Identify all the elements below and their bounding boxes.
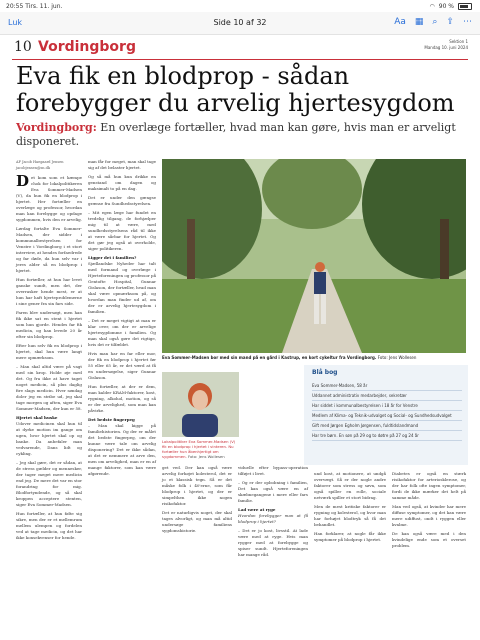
paragraph: – Mit egen læge har fundet en tredelig tilgang, de forhjælper mig til at være, med sundhedsstyrelsens råd til ikke at være sårbar for hjertet. Og det gør jeg også at overholde, siger politikeren. [88, 210, 156, 251]
paragraph: De kan også være med i den kvindelige ende som et overset problem. [392, 531, 466, 548]
headline: Eva fik en blodprop - sådan forebygger du arvelig hjertesygdom [16, 62, 455, 117]
paragraph: Lørdag fortalte Eva Sommer-Madsen, der sidder i kommunalbestyrelsen for Venstre i Vordingborg i et stort interview, at hendes forfaedrede og far døde, da hun selv var i jeres alder så en blodprop i hjertet. [16, 226, 82, 273]
paragraph: – Man skal kigge på familiehistorien. Og der er målet det bedste fingerpeg, om der kunne være tale om arvelig disponering? Det er ikke sådan, at det er nemmere at arve den, men om arvelighed, man er en af mange faktorer, som kan være afgørende. [88, 423, 156, 476]
photo-credit: Foto: Jens Wollesen [377, 355, 417, 360]
wifi-icon: ◠ [429, 3, 435, 10]
fact-item: Uddannet administrativ medarbejder, sekretær [312, 391, 462, 401]
caption-text: Lokalpolitiker Eva Sommer-Madsen (V) fik en blodprop i hjertet i vinteren. Nu fortæller hun åbenhjertigt om sygdommen. [162, 439, 236, 459]
fact-list [312, 381, 462, 441]
paragraph: Hvis man har en far eller mor, der fik en blodprop i hjertet før 55 eller 65 år, er det værd at få en undersøgelse, siger Gunnar Gislason. [88, 351, 156, 380]
crosshead: Hjertet skal huske [16, 415, 58, 420]
article-column-3 [162, 465, 232, 537]
dropcap: D [16, 172, 30, 190]
paragraph: – Det er meget vigtigt at man er klar over, om der er arvelige hjertesygdomme i familien. Og man skal også gøre det rigtige, hvis det er tilfældet. [88, 318, 156, 347]
paragraph: Hun fortæller, at hun har levet ganske sundt, men det, der overrasker hende mest, er at hun har haft hjerteproblemerne i sine gener fra sin fars side. [16, 277, 82, 306]
paragraph: – Jeg skal gøre, det er sådan, at de stress gælder og mennesker, der tager meget mere medicin end jeg. De mere det var en stor forandring for mig. Blodfortyndende, og så skal kroppen acceptere stenten, siger Eva Sommer-Madsen. [16, 460, 82, 507]
paragraph: Diabetes er også en stærk risikofaktor for arteriosklerose, og der har folk ofte ingen symptomer, fordi de ikke mærker det helt på samme måde. [392, 471, 466, 500]
paragraph: Og så må hun kun drikke en genstand om dagen og maksimalt to på en dag. [88, 174, 156, 191]
more-icon[interactable]: ⋯ [463, 17, 472, 27]
paragraph: get ved. Der kan også være arvelig forhøjet kolesterol, det er jo et klassisk tegn. Så er det måske folk i 40'erne, som får blodprop i hjertet, og der er simpelthen ikke nogen risikofaktor. [162, 465, 232, 506]
battery-icon [458, 3, 472, 10]
paragraph: Efter hun selv fik en blodprop i hjertet, skal hun være langt mere opmærksom. [16, 343, 82, 360]
fact-item: Har siddet i kommunalbestyrelsen i 18 år for Venstre [312, 401, 462, 411]
status-bar [0, 0, 480, 12]
subhead-text: En overlæge fortæller, hvad man kan gøre, hvis man er arveligt disponeret. [16, 121, 456, 148]
reader-toolbar [0, 12, 480, 35]
crosshead: Ligger det i familien? [88, 255, 137, 260]
paragraph: Udover medicinen skal hun til at dyrke motion im gange om ugen, hvor hjertet skal op og banke. Da anbefaler man vedvarende, Dans lidt og cykling. [16, 421, 82, 456]
page-number: 10 [14, 39, 32, 55]
fact-box-title: Blå bog [312, 369, 338, 376]
paragraph: Det er under den gængse grænse fra Sundhedsstyrelsen. [88, 195, 156, 206]
section-rule [12, 59, 468, 60]
subhead-kicker: Vordingborg: [16, 121, 97, 134]
status-date: Tirs. 11. jun. [25, 3, 63, 10]
paragraph: Hun fortæller, at hun følte sig sikre, men der er et mellemrum mellem ulempen og fordelen ved at tage medicin, og det har ikke konsekvenser for hende. [16, 511, 82, 540]
main-photo [162, 159, 466, 353]
status-time: 20:55 [6, 3, 24, 10]
crosshead: Lad være at ryge [238, 507, 276, 512]
text-size-icon[interactable]: Aa [394, 17, 406, 27]
paragraph: Sjællandske Nyheder har talt med formand og overlæge i Hjerteforeningen og professor på Gentofte Hospital, Gunnar Gislason, der fortæller, hvad man skal være opmærksom på, og hvordan man finder ud af, om der er arvelig hjertesygdom i familien. [88, 261, 156, 314]
crosshead: Det bedste fingerpeg [88, 417, 135, 422]
article-column-6 [392, 471, 466, 552]
paragraph: Faren blev undersøgt, men han fik ikke sat en stent i hjertet som hun gjorde. Hendes far fik medicin, og han levede 20 år efter sin blodprop. [16, 310, 82, 339]
fact-item: Gift med Jørgen Egholm Jørgensen, fuldtidslandmand [312, 421, 462, 431]
newspaper-page [0, 35, 480, 640]
meta-section: Sektion 1 [449, 39, 468, 44]
paragraph: Man ved også, at kvinder har mere diffuse symptomer, og det kan være mere udiffust, ondt i ryggen eller kvalme. [392, 504, 466, 527]
grid-icon[interactable]: ▦ [414, 17, 424, 27]
portrait-illustration [162, 372, 239, 437]
byline-email: jacobjensen@sn.dk [16, 166, 51, 170]
paragraph: – Og er der opbobning i familien, Det kan også være en af skæbnegangene i mere eller fars familie. [238, 480, 308, 503]
caption-text: Eva Sommer-Madsen bor med sin mand på en gård i Kastrup, en kort cykeltur fra Vordingborg. [162, 355, 377, 360]
paragraph: Det er naturligvis noget, der skal tages alvorligt, og man må altid undersøge familiens sygdomshistorie. [162, 510, 232, 533]
paragraph: – Det er jo kost, livsstil. At lade være med at ryge. Hvis man rygger med at forebygge og spiser sundt. Hjerteforeningen har mange råd. [238, 528, 308, 557]
article-column-1 [16, 159, 82, 544]
paragraph: viduelle efter bypass-operation tilføjet i livet. [238, 465, 308, 476]
fact-box [304, 365, 468, 465]
close-button[interactable]: Luk [8, 18, 23, 27]
paragraph: Han forklarer, at nogle får ikke symptomer på blodprop i hjertet. [314, 531, 386, 542]
page-indicator[interactable]: Side 10 af 32 [213, 18, 267, 27]
meta-date: Mandag 10. juni 2024 [424, 45, 468, 50]
question: Hvordan forebygger man at få blodprop i hjertet? [238, 513, 308, 524]
article-column-2 [88, 159, 156, 480]
fact-item: Eva Sommer-Madsen, 58 år [312, 381, 462, 391]
paragraph: Men de mest kritiske faktorer er rygning og kolesterol, og hvor man har forhøjet blodtryk så få det behandlet. [314, 504, 386, 527]
paragraph [16, 172, 82, 223]
paragraph: Hun fortæller, at der er dem, man kalder KRAM-faktorer, kost, rygning, alkohol, motion, og så er der arvelighed, som man kan påvirke. [88, 384, 156, 413]
fact-item: Medlem af Klima- og Teknik-udvalget og Social- og Sundhedsudvalget [312, 411, 462, 421]
paragraph-text: et kom som et kæmpe chok for lokalpolitikeren Eva Sommer-Madsen (V), da hun fik en blodprop i hjertet. Her fortæller en overlæge og professor, hvordan man kan forebygge og opdage sygdommen, hvis den er arvelig. [16, 175, 82, 222]
share-icon[interactable]: ⇪ [446, 17, 454, 27]
article-column-4 [238, 465, 308, 561]
main-photo-caption [162, 355, 466, 360]
byline [16, 159, 82, 171]
page-meta [424, 39, 468, 51]
paragraph: – Man skal altid være på vagt med sin krop. Holde øje med det. Og fra ikke at have taget noget medicin, så plus daglig fire slags medicin. Hver søndag doler jeg en stribe ud, jeg skal tage morgen og aften, siger Eva Sommer-Madsen, der kun er 58. [16, 364, 82, 411]
paragraph: man får for meget, man skal tage sig af det belaster hjertet. [88, 159, 156, 170]
status-time-date [6, 3, 62, 10]
status-indicators [430, 3, 473, 10]
portrait-photo [162, 372, 239, 437]
article-column-5 [314, 471, 386, 546]
battery-percent: 90 % [438, 3, 454, 10]
park-photo-illustration [162, 159, 466, 353]
subheadline [16, 121, 466, 149]
paragraph: und kost, at motionere, at undgå overvægt. Så er der nogle andre faktorer som stress og søvn, som også spiller en rolle, sociale netværk spiller et stort bidrag. [314, 471, 386, 500]
photo-credit: Foto: Jens Wollesen [187, 454, 225, 459]
toolbar-tools [394, 17, 472, 27]
portrait-caption [162, 439, 240, 459]
search-icon[interactable]: ⌕ [432, 17, 438, 27]
fact-item: Har tre børn. En søn på 29 og to døtre på 27 og 24 år [312, 431, 462, 441]
section-title: Vordingborg [38, 39, 136, 55]
byline-author: AF Jacob Haegaard Jensen [16, 160, 64, 164]
